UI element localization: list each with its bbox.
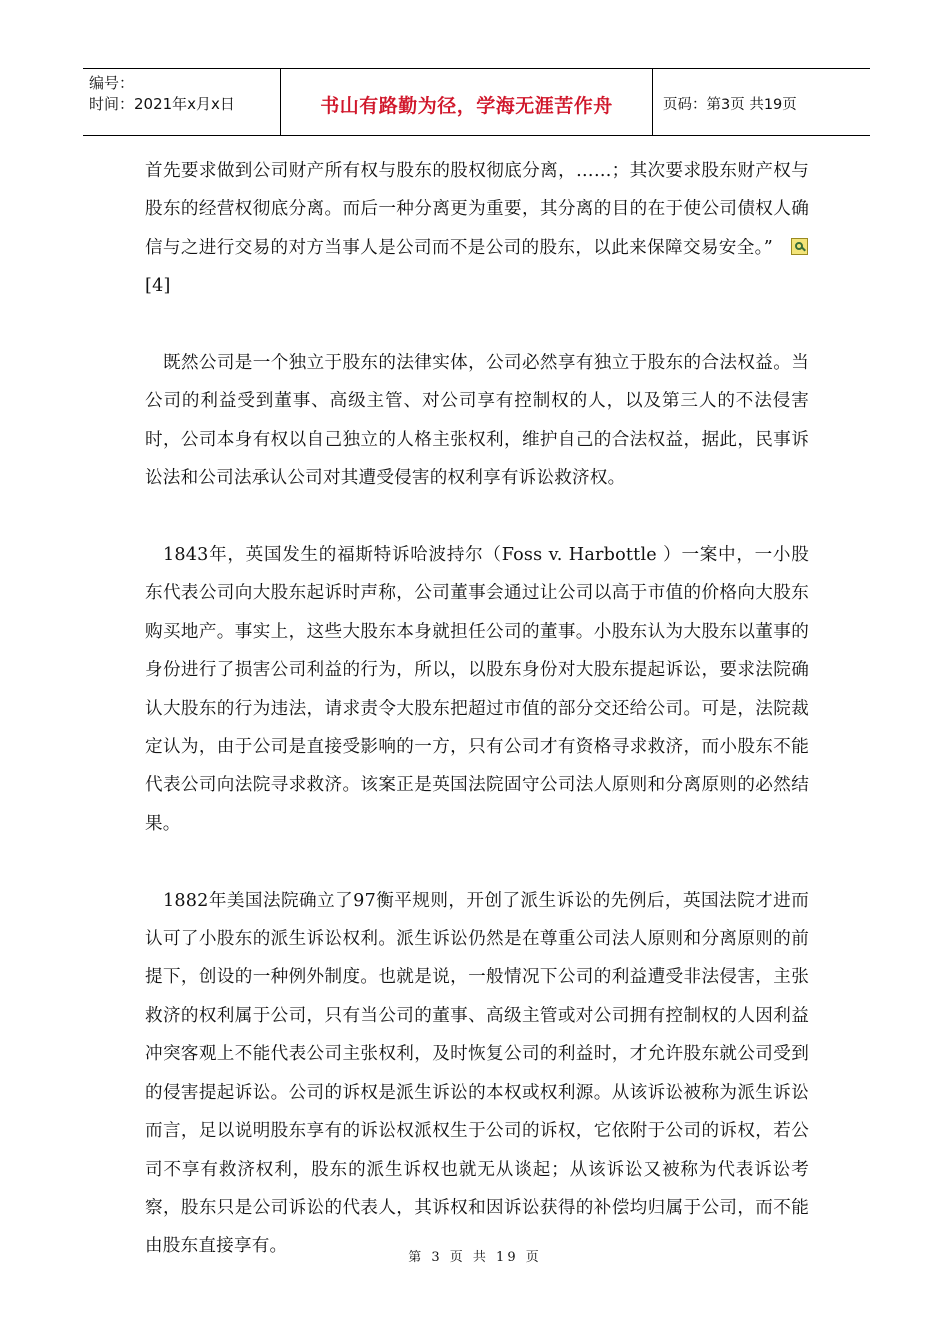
paragraph-gap (145, 306, 809, 344)
paragraph-gap (145, 843, 809, 881)
header-time-label: 时间：2021年x月x日 (89, 95, 235, 113)
paragraph-3: 1843年，英国发生的福斯特诉哈波持尔（Foss v. Harbottle ）一案中，一小股东代表公司向大股东起诉时声称，公司董事会通过让公司以高于市值的价格向大股东购买地产。事实上，这些大股东本身就担任公司的董事。小股东认为大股东以董事的身份进行了损害公司利益的行为，所以，以股东身份对大股东提起诉讼，要求法院确认大股东的行为违法，请求责令大股东把超过市值的部分交还给公司。可是，法院裁定认为，由于公司是直接受影响的一方，只有公司才有资格寻求救济，而小股东不能代表公司向法院寻求救济。该案正是英国法院固守公司法人原则和分离原则的必然结果。 (145, 545, 809, 834)
header-number-label: 编号： (89, 74, 135, 92)
reference-link-icon[interactable] (791, 238, 808, 255)
page-header (83, 68, 870, 136)
paragraph-1-text: 首先要求做到公司财产所有权与股东的股权彻底分离，……；其次要求股东财产权与股东的经营权彻底分离。而后一种分离更为重要，其分离的目的在于使公司债权人确信与之进行交易的对方当事人是公司而不是公司的股东，以此来保障交易安全。” (145, 161, 809, 258)
paragraph-4: 1882年美国法院确立了97衡平规则，开创了派生诉讼的先例后，英国法院才进而认可了小股东的派生诉讼权利。派生诉讼仍然是在尊重公司法人原则和分离原则的前提下，创设的一种例外制度。也就是说，一般情况下公司的利益遭受非法侵害，主张救济的权利属于公司，只有当公司的董事、高级主管或对公司拥有控制权的人因利益冲突客观上不能代表公司主张权利，及时恢复公司的利益时，才允许股东就公司受到的侵害提起诉讼。公司的诉权是派生诉讼的本权或权利源。从该诉讼被称为派生诉讼而言，足以说明股东享有的诉讼权派权生于公司的诉权，它依附于公司的诉权，若公司不享有救济权利，股东的派生诉权也就无从谈起；从该诉讼又被称为代表诉讼考察，股东只是公司诉讼的代表人，其诉权和因诉讼获得的补偿均归属于公司，而不能由股东直接享有。 (145, 890, 809, 1257)
page-footer: 第 3 页 共 19 页 (408, 1250, 542, 1265)
document-body (145, 152, 809, 1266)
paragraph-1 (145, 152, 809, 306)
header-motto: 书山有路勤为径，学海无涯苦作舟 (320, 94, 613, 117)
reference-number[interactable]: [4] (145, 276, 171, 297)
header-motto-cell (281, 69, 653, 135)
header-page-cell (653, 69, 870, 135)
paragraph-gap (145, 498, 809, 536)
header-page-info: 页码：第3页 共19页 (663, 96, 797, 113)
header-meta-cell (83, 69, 281, 135)
paragraph-2: 既然公司是一个独立于股东的法律实体，公司必然享有独立于股东的合法权益。当公司的利益受到董事、高级主管、对公司享有控制权的人，以及第三人的不法侵害时，公司本身有权以自己独立的人格主张权利，维护自己的合法权益，据此，民事诉讼法和公司法承认公司对其遭受侵害的权利享有诉讼救济权。 (145, 353, 809, 489)
